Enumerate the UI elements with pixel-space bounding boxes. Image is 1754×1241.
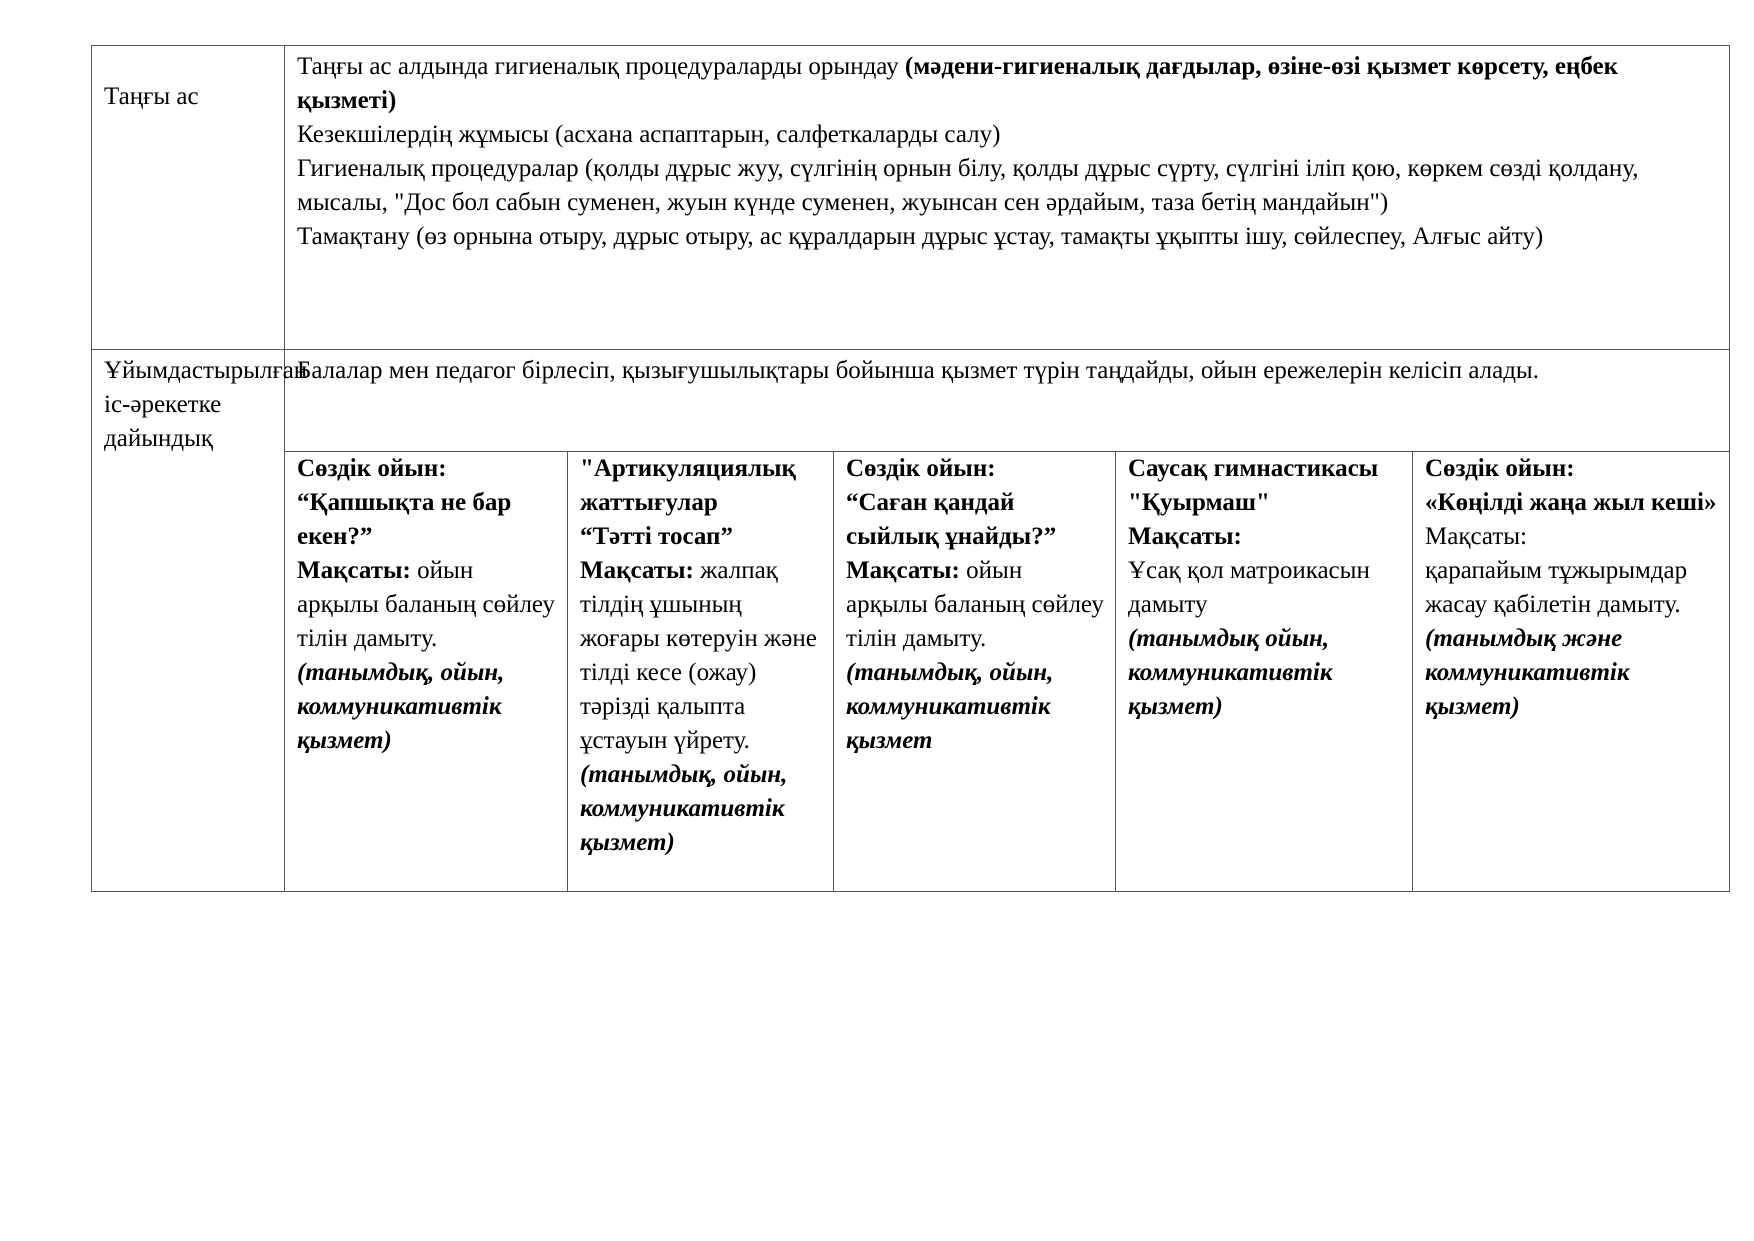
game-activity-type: (танымдық және коммуникативтік қызмет)	[1425, 625, 1630, 720]
breakfast-row	[92, 46, 1730, 350]
game-activity-type: (танымдық, ойын, коммуникативтік қызмет)	[297, 659, 505, 754]
game-goal-text: ойын арқылы баланың сөйлеу тілін дамыту.	[846, 557, 1104, 652]
game-goal-label: Мақсаты:	[846, 557, 960, 584]
breakfast-label-cell	[92, 46, 285, 350]
daily-plan-table	[91, 45, 1730, 892]
breakfast-label: Таңғы ас	[104, 83, 199, 110]
game-activity-type: (танымдық, ойын, коммуникативтік қызмет)	[580, 761, 788, 856]
game-cell-1	[285, 452, 568, 892]
game-title: Сөздік ойын:	[1425, 455, 1575, 482]
game-goal-text: Ұсақ қол матроикасын дамыту	[1128, 557, 1370, 618]
game-activity-type: (танымдық ойын, коммуникативтік қызмет)	[1128, 625, 1333, 720]
game-cell-3	[834, 452, 1116, 892]
breakfast-content-cell	[285, 46, 1730, 350]
game-name: «Көңілді жаңа жыл кеші»	[1425, 489, 1717, 516]
activity-label: Ұйымдастырылған іс-әрекетке дайындық	[104, 357, 308, 452]
game-goal-label: Мақсаты:	[580, 557, 694, 584]
breakfast-line-hygiene	[297, 50, 1719, 118]
game-name: "Қуырмаш"	[1128, 489, 1270, 516]
game-goal-label: Мақсаты:	[297, 557, 411, 584]
game-cell-2	[568, 452, 834, 892]
breakfast-line-procedures: Гигиеналық процедуралар (қолды дұрыс жуу, сүлгінің орнын білу, қолды дұрыс сүрту, сүлгіні іліп қою, көркем сөзді қолдану, мысалы, "Дос бол сабын суменен, жуын күнде суменен, жуынсан сен әрдайым, таза бетің мандайын")	[297, 155, 1639, 216]
game-cell-4	[1116, 452, 1413, 892]
game-title: "Артикуляциялық жаттығулар	[580, 455, 796, 516]
breakfast-line-eating: Тамақтану (өз орнына отыру, дұрыс отыру, ас құралдарын дұрыс ұстау, тамақты ұқыпты ішу, сөйлеспеу, Алғыс айту)	[297, 223, 1544, 250]
game-goal-text: жалпақ тілдің ұшының жоғары көтеруін және тілді кесе (ожау) тәрізді қалыпта ұстауын үйрету.	[580, 557, 817, 754]
activity-label-cell	[92, 350, 308, 892]
game-name: “Тәтті тосап”	[580, 523, 733, 550]
game-title: Сөздік ойын:	[846, 455, 996, 482]
game-name: “Қапшықта не бар екен?”	[297, 489, 512, 550]
game-activity-type: (танымдық, ойын, коммуникативтік қызмет	[846, 659, 1054, 754]
activity-intro-text: Балалар мен педагог бірлесіп, қызығушылықтары бойынша қызмет түрін таңдайды, ойын ережелерін келісіп алады.	[297, 357, 1539, 384]
game-goal-label: Мақсаты:	[1425, 523, 1527, 550]
game-title: Саусақ гимнастикасы	[1128, 455, 1379, 482]
game-goal-label: Мақсаты:	[1128, 523, 1242, 550]
breakfast-hygiene-text: Таңғы ас алдында гигиеналық процедураларды орындау	[297, 53, 905, 80]
breakfast-hygiene-skills: (мәдени-гигиеналық дағдылар, өзіне-өзі қызмет көрсету, еңбек қызметі)	[297, 53, 1619, 114]
activity-intro-row	[92, 350, 1730, 452]
game-cell-5	[1413, 452, 1730, 892]
game-title: Сөздік ойын:	[297, 455, 447, 482]
activity-intro-cell	[285, 350, 1730, 452]
game-name: “Саған қандай сыйлық ұнайды?”	[846, 489, 1057, 550]
breakfast-line-duty: Кезекшілердің жұмысы (асхана аспаптарын, салфеткаларды салу)	[297, 121, 1001, 148]
game-goal-text: ойын арқылы баланың сөйлеу тілін дамыту.	[297, 557, 555, 652]
game-goal-text: қарапайым тұжырымдар жасау қабілетін дамыту.	[1425, 557, 1688, 618]
games-row	[92, 452, 1730, 892]
